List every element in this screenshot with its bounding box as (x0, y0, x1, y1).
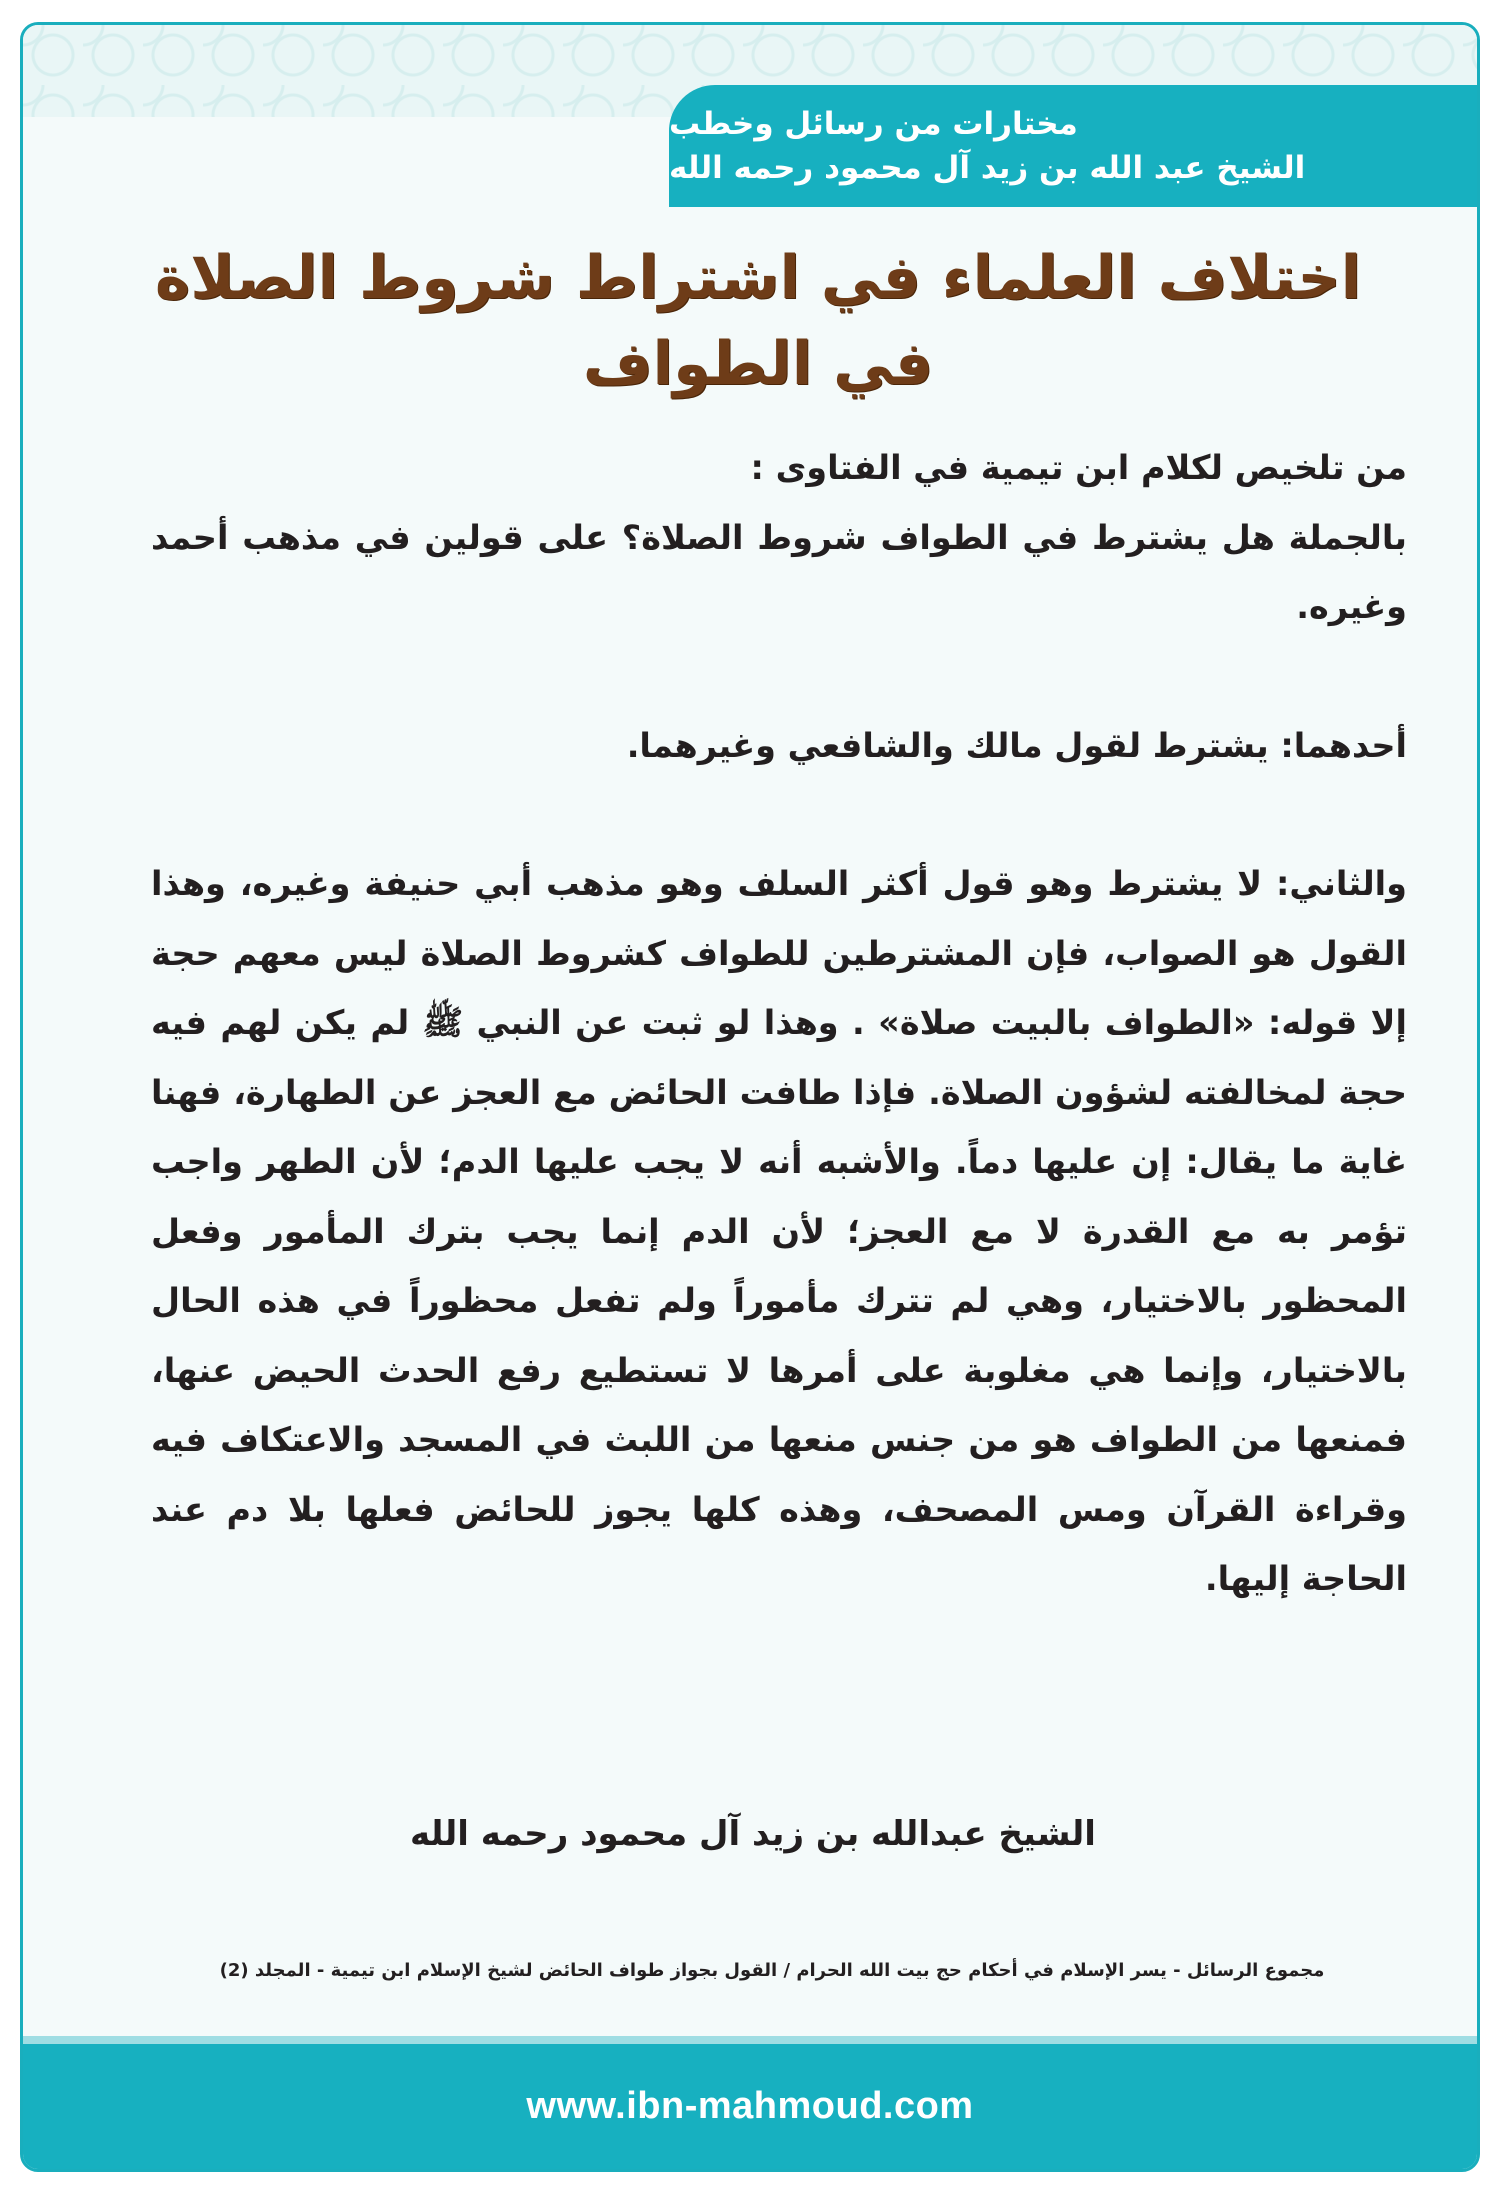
website-link[interactable]: www.ibn-mahmoud.com (526, 2085, 974, 2127)
page-title: اختلاف العلماء في اشتراط شروط الصلاة في الطواف (154, 243, 1362, 399)
footer-band (23, 2036, 1477, 2169)
header-series-title: مختارات من رسائل وخطب (669, 106, 1078, 142)
second-opinion-paragraph: والثاني: لا يشترط وهو قول أكثر السلف وهو مذهب أبي حنيفة وغيره، وهذا القول هو الصواب، فإن المشترطين للطواف كشروط الصلاة ليس معهم حجة إلا قوله: «الطواف بالبيت صلاة» . وهذا لو ثبت عن النبي ﷺ لم يكن لهم فيه حجة لمخالفته لشؤون الصلاة. فإذا طافت الحائض مع العجز عن الطهارة، فهنا غاية ما يقال: إن عليها دماً. والأشبه أنه لا يجب عليها الدم؛ لأن الطهر واجب تؤمر به مع القدرة لا مع العجز؛ لأن الدم إنما يجب بترك المأمور وفعل المحظور بالاختيار، وهي لم تترك مأموراً ولم تفعل محظوراً في هذه الحال بالاختيار، وإنما هي مغلوبة على أمرها لا تستطيع رفع الحدث الحيض عنها، فمنعها من الطواف هو من جنس منعها من اللبث في المسجد والاعتكاف فيه وقراءة القرآن ومس المصحف، وهذه كلها يجوز للحائض فعلها بلا دم عند الحاجة إليها. (151, 864, 1407, 1598)
page-frame (20, 22, 1480, 2172)
article-body (151, 433, 1407, 1614)
header-band (669, 85, 1479, 207)
header-author: الشيخ عبد الله بن زيد آل محمود رحمه الله (669, 150, 1306, 186)
paragraph-gap (151, 642, 1407, 711)
source-citation: مجموع الرسائل - يسر الإسلام في أحكام حج بيت الله الحرام / القول بجواز طواف الحائض لشيخ الإسلام ابن تيمية - المجلد (2) (219, 1960, 1325, 1981)
first-opinion-paragraph: أحدهما: يشترط لقول مالك والشافعي وغيرهما. (626, 725, 1407, 765)
author-signature: الشيخ عبدالله بن زيد آل محمود رحمه الله (410, 1814, 1096, 1854)
intro-line: من تلخيص لكلام ابن تيمية في الفتاوى : (750, 448, 1407, 487)
paragraph-gap (151, 780, 1407, 849)
question-paragraph: بالجملة هل يشترط في الطواف شروط الصلاة؟ على قولين في مذهب أحمد وغيره. (151, 517, 1407, 626)
